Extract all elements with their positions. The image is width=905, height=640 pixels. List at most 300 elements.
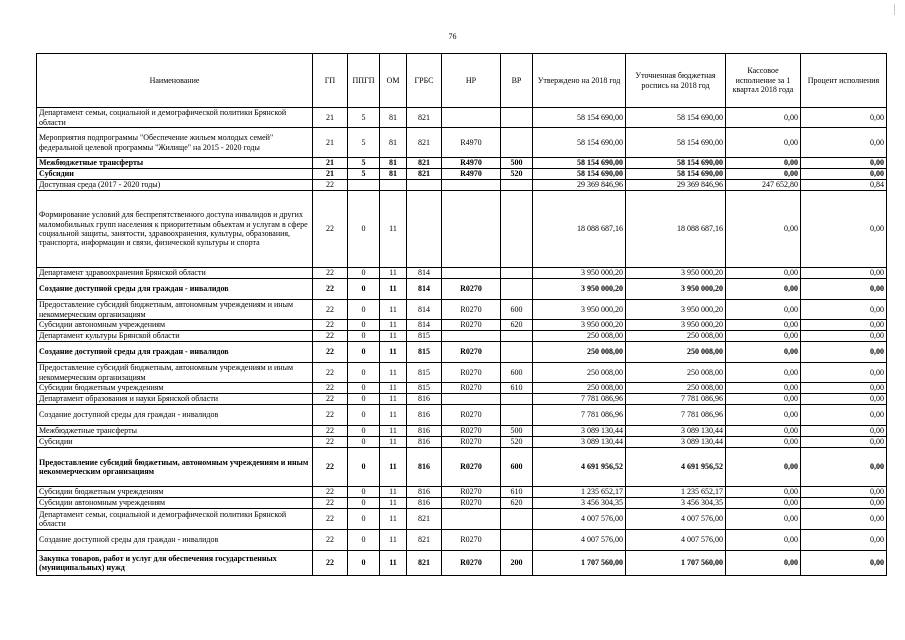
cell-om: 11: [380, 363, 407, 383]
cell-name: Закупка товаров, работ и услуг для обеспечения государственных (муниципальных) нужд: [37, 551, 313, 576]
cell-grbs: 816: [407, 405, 442, 426]
table-row: [37, 180, 887, 191]
cell-cash: 0,00: [726, 426, 801, 437]
header-approved: Утверждено на 2018 год: [533, 54, 626, 108]
header-grbs: ГРБС: [407, 54, 442, 108]
cell-np: R0270: [442, 448, 501, 487]
cell-name: Создание доступной среды для граждан - инвалидов: [37, 405, 313, 426]
cell-gp: 21: [313, 128, 348, 158]
table-row: [37, 448, 887, 487]
cell-vr: 610: [501, 383, 533, 394]
table-row: [37, 405, 887, 426]
cell-refined: 3 089 130,44: [626, 426, 726, 437]
cell-cash: 0,00: [726, 383, 801, 394]
cell-gp: 21: [313, 169, 348, 180]
cell-refined: 3 089 130,44: [626, 437, 726, 448]
cell-grbs: 821: [407, 158, 442, 169]
cell-percent: 0,00: [801, 108, 887, 128]
cell-om: 11: [380, 551, 407, 576]
cell-percent: 0,00: [801, 191, 887, 268]
cell-refined: 1 707 560,00: [626, 551, 726, 576]
cell-om: 11: [380, 530, 407, 551]
cell-gp: 22: [313, 448, 348, 487]
cell-refined: 7 781 086,96: [626, 405, 726, 426]
cell-name: Формирование условий для беспрепятственного доступа инвалидов и других маломобильных групп населения к приоритетным объектам и услугам в сфере социальной защиты, занятости, здравоохранения, культуры, образования, транспорта, информации и связи, физической культуры и спорта: [37, 191, 313, 268]
cell-cash: 0,00: [726, 268, 801, 279]
cell-vr: [501, 128, 533, 158]
cell-gp: 22: [313, 437, 348, 448]
cell-name: Субсидии автономным учреждениям: [37, 320, 313, 331]
cell-percent: 0,00: [801, 530, 887, 551]
header-cash: Кассовое исполнение за 1 квартал 2018 года: [726, 54, 801, 108]
table-row: [37, 300, 887, 320]
cell-refined: 4 007 576,00: [626, 509, 726, 530]
cell-cash: 0,00: [726, 437, 801, 448]
cell-vr: 620: [501, 320, 533, 331]
cell-np: [442, 331, 501, 342]
cell-refined: 3 950 000,20: [626, 279, 726, 300]
cell-grbs: 816: [407, 437, 442, 448]
cell-gp: 22: [313, 279, 348, 300]
table-row: [37, 487, 887, 498]
cell-np: R0270: [442, 300, 501, 320]
cell-name: Субсидии автономным учреждениям: [37, 498, 313, 509]
cell-ppgp: 0: [348, 279, 380, 300]
cell-vr: [501, 279, 533, 300]
cell-approved: 3 950 000,20: [533, 320, 626, 331]
cell-np: R0270: [442, 279, 501, 300]
cell-ppgp: 0: [348, 268, 380, 279]
cell-om: 81: [380, 158, 407, 169]
header-np: НР: [442, 54, 501, 108]
cell-om: 11: [380, 331, 407, 342]
table-row: [37, 498, 887, 509]
cell-approved: 3 950 000,20: [533, 279, 626, 300]
cell-percent: 0,00: [801, 279, 887, 300]
cell-om: 11: [380, 394, 407, 405]
table-row: [37, 169, 887, 180]
table-row: [37, 191, 887, 268]
cell-np: R0270: [442, 405, 501, 426]
cell-refined: 4 007 576,00: [626, 530, 726, 551]
cell-grbs: [407, 180, 442, 191]
table-row: [37, 363, 887, 383]
cell-om: 11: [380, 487, 407, 498]
cell-refined: 7 781 086,96: [626, 394, 726, 405]
cell-ppgp: 0: [348, 437, 380, 448]
cell-cash: 0,00: [726, 342, 801, 363]
cell-approved: 3 456 304,35: [533, 498, 626, 509]
cell-cash: 0,00: [726, 128, 801, 158]
cell-om: 11: [380, 320, 407, 331]
cell-ppgp: 0: [348, 487, 380, 498]
cell-gp: 22: [313, 405, 348, 426]
cell-approved: 3 950 000,20: [533, 268, 626, 279]
cell-percent: 0,00: [801, 509, 887, 530]
cell-grbs: 814: [407, 300, 442, 320]
cell-om: 11: [380, 268, 407, 279]
cell-vr: 200: [501, 551, 533, 576]
cell-vr: [501, 405, 533, 426]
cell-np: R0270: [442, 437, 501, 448]
cell-om: 11: [380, 498, 407, 509]
cell-grbs: 821: [407, 509, 442, 530]
cell-cash: 0,00: [726, 320, 801, 331]
cell-cash: 0,00: [726, 169, 801, 180]
table-row: [37, 279, 887, 300]
cell-percent: 0,00: [801, 342, 887, 363]
cell-om: 81: [380, 128, 407, 158]
cell-cash: 0,00: [726, 158, 801, 169]
cell-cash: 0,00: [726, 509, 801, 530]
cell-approved: 4 007 576,00: [533, 530, 626, 551]
cell-approved: 1 707 560,00: [533, 551, 626, 576]
cell-om: 11: [380, 191, 407, 268]
cell-ppgp: 5: [348, 158, 380, 169]
cell-grbs: 814: [407, 279, 442, 300]
cell-gp: 22: [313, 394, 348, 405]
cell-np: R0270: [442, 487, 501, 498]
table-row: [37, 383, 887, 394]
cell-cash: 0,00: [726, 405, 801, 426]
cell-grbs: [407, 191, 442, 268]
cell-name: Доступная среда (2017 - 2020 годы): [37, 180, 313, 191]
cell-om: 11: [380, 300, 407, 320]
cell-refined: 18 088 687,16: [626, 191, 726, 268]
cell-vr: [501, 394, 533, 405]
cell-ppgp: 0: [348, 342, 380, 363]
table-row: [37, 530, 887, 551]
cell-refined: 58 154 690,00: [626, 169, 726, 180]
cell-refined: 250 008,00: [626, 363, 726, 383]
cell-vr: 500: [501, 426, 533, 437]
cell-refined: 3 456 304,35: [626, 498, 726, 509]
cell-percent: 0,84: [801, 180, 887, 191]
cell-om: 11: [380, 426, 407, 437]
cell-ppgp: 0: [348, 320, 380, 331]
cell-name: Департамент семьи, социальной и демографической политики Брянской области: [37, 509, 313, 530]
cell-om: 11: [380, 383, 407, 394]
cell-np: R0270: [442, 320, 501, 331]
cell-name: Субсидии бюджетным учреждениям: [37, 487, 313, 498]
cell-np: [442, 268, 501, 279]
cell-om: [380, 180, 407, 191]
cell-grbs: 821: [407, 108, 442, 128]
cell-name: Субсидии: [37, 437, 313, 448]
cell-approved: 7 781 086,96: [533, 394, 626, 405]
cell-vr: 620: [501, 498, 533, 509]
cell-grbs: 821: [407, 530, 442, 551]
cell-vr: 600: [501, 363, 533, 383]
cell-ppgp: 0: [348, 191, 380, 268]
cell-approved: 250 008,00: [533, 383, 626, 394]
cell-ppgp: 5: [348, 108, 380, 128]
cell-vr: 600: [501, 448, 533, 487]
cell-vr: [501, 108, 533, 128]
cell-om: 11: [380, 342, 407, 363]
cell-approved: 58 154 690,00: [533, 108, 626, 128]
cell-grbs: 814: [407, 268, 442, 279]
cell-ppgp: 0: [348, 394, 380, 405]
cell-ppgp: 0: [348, 383, 380, 394]
cell-om: 11: [380, 279, 407, 300]
cell-name: Создание доступной среды для граждан - инвалидов: [37, 342, 313, 363]
cell-name: Субсидии бюджетным учреждениям: [37, 383, 313, 394]
cell-vr: [501, 331, 533, 342]
cell-refined: 1 235 652,17: [626, 487, 726, 498]
table-header-row: [37, 54, 887, 108]
cell-percent: 0,00: [801, 426, 887, 437]
cell-ppgp: [348, 180, 380, 191]
header-ppgp: ППГП: [348, 54, 380, 108]
table-row: [37, 128, 887, 158]
cell-gp: 22: [313, 551, 348, 576]
cell-np: [442, 509, 501, 530]
table-row: [37, 320, 887, 331]
budget-table: [36, 53, 887, 576]
cell-approved: 3 950 000,20: [533, 300, 626, 320]
cell-percent: 0,00: [801, 394, 887, 405]
cell-gp: 21: [313, 108, 348, 128]
cell-refined: 3 950 000,20: [626, 320, 726, 331]
cell-percent: 0,00: [801, 487, 887, 498]
cell-om: 11: [380, 509, 407, 530]
cell-cash: 0,00: [726, 530, 801, 551]
header-percent: Процент исполнения: [801, 54, 887, 108]
header-name: Наименование: [37, 54, 313, 108]
cell-name: Межбюджетные трансферты: [37, 426, 313, 437]
table-body: [37, 108, 887, 576]
cell-name: Создание доступной среды для граждан - инвалидов: [37, 530, 313, 551]
cell-name: Департамент культуры Брянской области: [37, 331, 313, 342]
cell-om: 81: [380, 108, 407, 128]
cell-refined: 58 154 690,00: [626, 158, 726, 169]
cell-ppgp: 0: [348, 509, 380, 530]
cell-gp: 22: [313, 191, 348, 268]
cell-ppgp: 0: [348, 448, 380, 487]
cell-approved: 18 088 687,16: [533, 191, 626, 268]
cell-percent: 0,00: [801, 169, 887, 180]
table-row: [37, 437, 887, 448]
cell-cash: 247 652,80: [726, 180, 801, 191]
table-row: [37, 342, 887, 363]
cell-np: [442, 180, 501, 191]
cell-approved: 250 008,00: [533, 331, 626, 342]
cell-vr: 610: [501, 487, 533, 498]
cell-refined: 250 008,00: [626, 383, 726, 394]
cell-cash: 0,00: [726, 487, 801, 498]
cell-gp: 22: [313, 331, 348, 342]
cell-vr: [501, 530, 533, 551]
cell-percent: 0,00: [801, 331, 887, 342]
cell-approved: 58 154 690,00: [533, 158, 626, 169]
cell-vr: [501, 191, 533, 268]
cell-percent: 0,00: [801, 320, 887, 331]
cell-grbs: 815: [407, 342, 442, 363]
table-row: [37, 394, 887, 405]
cell-grbs: 815: [407, 383, 442, 394]
cell-np: R0270: [442, 551, 501, 576]
cell-name: Межбюджетные трансферты: [37, 158, 313, 169]
cell-percent: 0,00: [801, 437, 887, 448]
cell-vr: [501, 268, 533, 279]
table-row: [37, 331, 887, 342]
cell-ppgp: 5: [348, 169, 380, 180]
cell-name: Создание доступной среды для граждан - инвалидов: [37, 279, 313, 300]
cell-gp: 22: [313, 342, 348, 363]
cell-np: R0270: [442, 530, 501, 551]
cell-vr: [501, 342, 533, 363]
cell-percent: 0,00: [801, 383, 887, 394]
cell-refined: 250 008,00: [626, 342, 726, 363]
cell-name: Предоставление субсидий бюджетным, автономным учреждениям и иным некоммерческим организациям: [37, 300, 313, 320]
cell-vr: 500: [501, 158, 533, 169]
cell-name: Предоставление субсидий бюджетным, автономным учреждениям и иным некоммерческим организациям: [37, 448, 313, 487]
cell-gp: 22: [313, 426, 348, 437]
cell-approved: 1 235 652,17: [533, 487, 626, 498]
cell-ppgp: 5: [348, 128, 380, 158]
cell-np: R4970: [442, 169, 501, 180]
cell-refined: 4 691 956,52: [626, 448, 726, 487]
cell-np: R0270: [442, 363, 501, 383]
cell-grbs: 816: [407, 498, 442, 509]
page-edge-mark: [894, 4, 895, 15]
cell-vr: 520: [501, 437, 533, 448]
cell-cash: 0,00: [726, 498, 801, 509]
cell-ppgp: 0: [348, 405, 380, 426]
table-row: [37, 551, 887, 576]
cell-vr: [501, 509, 533, 530]
cell-gp: 22: [313, 530, 348, 551]
cell-grbs: 816: [407, 448, 442, 487]
cell-cash: 0,00: [726, 394, 801, 405]
cell-np: [442, 108, 501, 128]
header-om: ОМ: [380, 54, 407, 108]
cell-percent: 0,00: [801, 405, 887, 426]
cell-gp: 22: [313, 509, 348, 530]
cell-vr: [501, 180, 533, 191]
cell-cash: 0,00: [726, 279, 801, 300]
cell-grbs: 816: [407, 487, 442, 498]
cell-approved: 7 781 086,96: [533, 405, 626, 426]
cell-ppgp: 0: [348, 331, 380, 342]
cell-gp: 22: [313, 300, 348, 320]
cell-percent: 0,00: [801, 300, 887, 320]
cell-name: Мероприятия подпрограммы "Обеспечение жильем молодых семей" федеральной целевой программы "Жилище" на 2015 - 2020 годы: [37, 128, 313, 158]
cell-grbs: 821: [407, 551, 442, 576]
page-number: 76: [448, 32, 457, 41]
cell-cash: 0,00: [726, 191, 801, 268]
table-row: [37, 268, 887, 279]
cell-name: Субсидии: [37, 169, 313, 180]
cell-gp: 22: [313, 320, 348, 331]
cell-name: Предоставление субсидий бюджетным, автономным учреждениям и иным некоммерческим организациям: [37, 363, 313, 383]
cell-refined: 3 950 000,20: [626, 268, 726, 279]
cell-ppgp: 0: [348, 363, 380, 383]
cell-approved: 58 154 690,00: [533, 169, 626, 180]
cell-ppgp: 0: [348, 498, 380, 509]
cell-approved: 3 089 130,44: [533, 426, 626, 437]
cell-ppgp: 0: [348, 426, 380, 437]
cell-refined: 3 950 000,20: [626, 300, 726, 320]
cell-np: R0270: [442, 426, 501, 437]
cell-ppgp: 0: [348, 300, 380, 320]
cell-percent: 0,00: [801, 551, 887, 576]
cell-percent: 0,00: [801, 448, 887, 487]
cell-cash: 0,00: [726, 300, 801, 320]
cell-grbs: 815: [407, 331, 442, 342]
cell-grbs: 821: [407, 169, 442, 180]
cell-grbs: 821: [407, 128, 442, 158]
cell-vr: 600: [501, 300, 533, 320]
cell-cash: 0,00: [726, 331, 801, 342]
cell-np: R4970: [442, 128, 501, 158]
cell-refined: 58 154 690,00: [626, 128, 726, 158]
cell-np: R0270: [442, 342, 501, 363]
cell-gp: 22: [313, 363, 348, 383]
cell-cash: 0,00: [726, 448, 801, 487]
cell-name: Департамент семьи, социальной и демографической политики Брянской области: [37, 108, 313, 128]
cell-gp: 21: [313, 158, 348, 169]
table-row: [37, 158, 887, 169]
cell-om: 11: [380, 437, 407, 448]
cell-approved: 3 089 130,44: [533, 437, 626, 448]
cell-approved: 58 154 690,00: [533, 128, 626, 158]
cell-refined: 58 154 690,00: [626, 108, 726, 128]
cell-cash: 0,00: [726, 108, 801, 128]
cell-percent: 0,00: [801, 268, 887, 279]
table-row: [37, 108, 887, 128]
cell-approved: 4 007 576,00: [533, 509, 626, 530]
cell-name: Департамент здравоохранения Брянской области: [37, 268, 313, 279]
cell-gp: 22: [313, 498, 348, 509]
cell-ppgp: 0: [348, 551, 380, 576]
header-gp: ГП: [313, 54, 348, 108]
cell-percent: 0,00: [801, 363, 887, 383]
cell-approved: 4 691 956,52: [533, 448, 626, 487]
cell-np: R4970: [442, 158, 501, 169]
cell-np: R0270: [442, 498, 501, 509]
cell-grbs: 816: [407, 394, 442, 405]
cell-cash: 0,00: [726, 363, 801, 383]
cell-gp: 22: [313, 487, 348, 498]
cell-percent: 0,00: [801, 498, 887, 509]
cell-np: [442, 191, 501, 268]
cell-grbs: 814: [407, 320, 442, 331]
cell-om: 81: [380, 169, 407, 180]
header-vr: ВР: [501, 54, 533, 108]
cell-refined: 29 369 846,96: [626, 180, 726, 191]
cell-percent: 0,00: [801, 128, 887, 158]
cell-grbs: 815: [407, 363, 442, 383]
cell-np: R0270: [442, 383, 501, 394]
cell-gp: 22: [313, 180, 348, 191]
cell-om: 11: [380, 405, 407, 426]
cell-percent: 0,00: [801, 158, 887, 169]
cell-approved: 29 369 846,96: [533, 180, 626, 191]
cell-approved: 250 008,00: [533, 342, 626, 363]
cell-ppgp: 0: [348, 530, 380, 551]
cell-cash: 0,00: [726, 551, 801, 576]
cell-gp: 22: [313, 383, 348, 394]
cell-refined: 250 008,00: [626, 331, 726, 342]
header-refined: Уточненная бюджетная роспись на 2018 год: [626, 54, 726, 108]
table-row: [37, 426, 887, 437]
cell-np: [442, 394, 501, 405]
cell-om: 11: [380, 448, 407, 487]
table-row: [37, 509, 887, 530]
cell-gp: 22: [313, 268, 348, 279]
